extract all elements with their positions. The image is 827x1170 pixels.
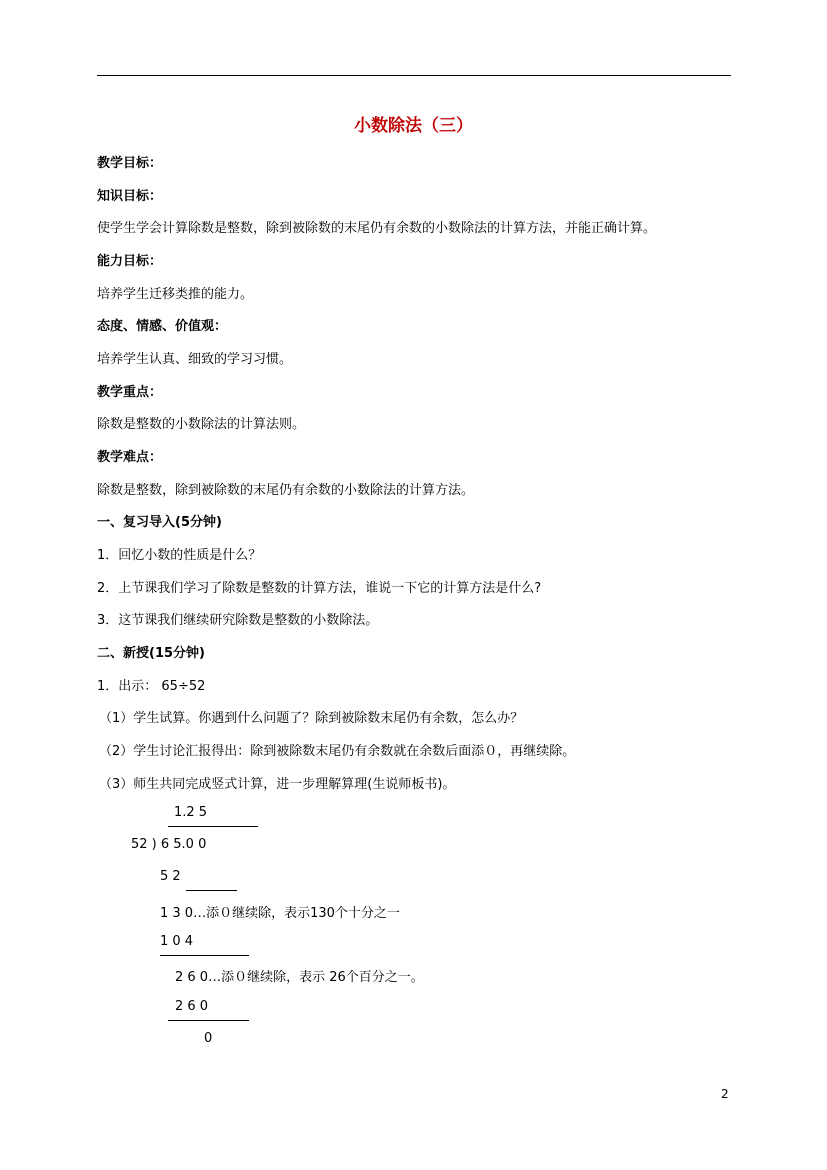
division-line-2 [160, 955, 249, 956]
division-step-subtract-3: 2 6 0 [175, 999, 209, 1014]
division-line-3 [168, 1020, 249, 1021]
division-step-subtract-2: 1 0 4 [160, 934, 194, 949]
division-quotient: 1.2 5 [174, 805, 208, 820]
paragraph-key-points: 除数是整数的小数除法的计算法则。 [97, 417, 306, 432]
division-line-1 [186, 890, 237, 891]
step-1: （1）学生试算。你遇到什么问题了？除到被除数末尾仍有余数，怎么办？ [99, 711, 524, 726]
heading-ability-goals: 能力目标： [97, 254, 163, 269]
division-dividend: 52 ) 6 5.0 0 [131, 837, 207, 852]
page-number: 2 [721, 1087, 729, 1101]
division-bar [168, 826, 258, 827]
header-rule [97, 75, 731, 76]
document-title: 小数除法（三） [354, 116, 473, 136]
heading-new-lesson: 二、新授(15分钟) [97, 646, 205, 661]
heading-knowledge-goals: 知识目标： [97, 189, 163, 204]
list-item-2: 2．上节课我们学习了除数是整数的计算方法，谁说一下它的计算方法是什么? [97, 581, 542, 596]
division-step-remainder-1: 1 3 0…添０继续除，表示130个十分之一 [160, 906, 400, 921]
list-item-example: 1．出示： 65÷52 [97, 679, 206, 694]
step-2: （2）学生讨论汇报得出：除到被除数末尾仍有余数就在余数后面添０，再继续除。 [99, 744, 576, 759]
heading-attitude-values: 态度、情感、价值观： [97, 319, 228, 334]
heading-review-intro: 一、复习导入(5分钟) [97, 515, 222, 530]
paragraph-ability-goals: 培养学生迁移类推的能力。 [97, 287, 254, 302]
paragraph-difficulties: 除数是整数，除到被除数的末尾仍有余数的小数除法的计算方法。 [97, 483, 475, 498]
division-step-remainder-2: 2 6 0…添０继续除，表示 26个百分之一。 [175, 970, 424, 985]
heading-difficulties: 教学难点： [97, 450, 163, 465]
heading-teaching-goals: 教学目标： [97, 156, 163, 171]
list-item-3: 3．这节课我们继续研究除数是整数的小数除法。 [97, 613, 379, 628]
paragraph-attitude-values: 培养学生认真、细致的学习习惯。 [97, 352, 293, 367]
step-3: （3）师生共同完成竖式计算，进一步理解算理(生说师板书)。 [99, 777, 456, 792]
heading-key-points: 教学重点： [97, 385, 163, 400]
list-item-1: 1．回忆小数的性质是什么？ [97, 548, 262, 563]
paragraph-knowledge-goals: 使学生学会计算除数是整数，除到被除数的末尾仍有余数的小数除法的计算方法，并能正确计算。 [97, 221, 657, 236]
division-step-subtract-1: 5 2 [160, 869, 181, 884]
division-final-remainder: 0 [204, 1031, 213, 1046]
